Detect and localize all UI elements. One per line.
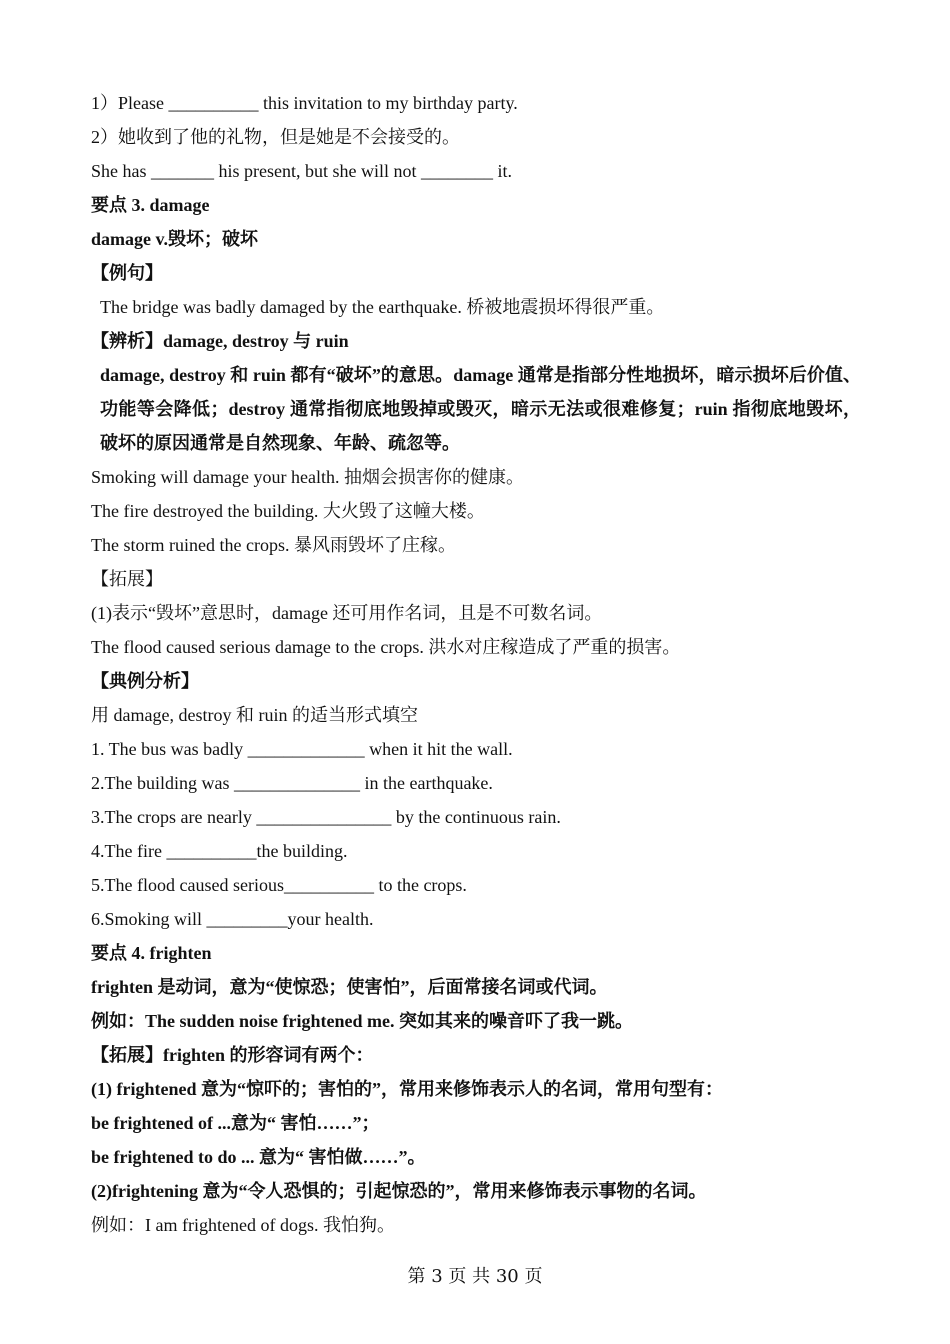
example-fire: The fire destroyed the building. 大火毁了这幢大楼。 bbox=[91, 501, 485, 521]
fill-in-5: 5.The flood caused serious__________ to the crops. bbox=[91, 875, 467, 895]
typical-example-heading: 【典例分析】 bbox=[91, 671, 199, 691]
analysis-paragraph: damage, destroy 和 ruin 都有“破坏”的意思。damage 通常是指部分性地损坏，暗示损坏后价值、功能等会降低；destroy 通常指彻底地毁掉或毁灭，暗示无法或很难修复；ruin 指彻底地毁坏，破坏的原因通常是自然现象、年龄、疏忽等。 bbox=[100, 365, 861, 453]
extension-label: 【拓展】 bbox=[91, 569, 163, 589]
example-dogs: 例如：I am frightened of dogs. 我怕狗。 bbox=[91, 1215, 395, 1235]
example-sentence: The bridge was badly damaged by the earthquake. 桥被地震损坏得很严重。 bbox=[100, 297, 665, 317]
definition-damage: damage v.毁坏；破坏 bbox=[91, 229, 259, 249]
fill-in-1: 1. The bus was badly _____________ when it hit the wall. bbox=[91, 739, 513, 759]
fill-in-4: 4.The fire __________the building. bbox=[91, 841, 348, 861]
exercise-instruction: 用 damage, destroy 和 ruin 的适当形式填空 bbox=[91, 705, 418, 725]
extension-frighten-heading: 【拓展】frighten 的形容词有两个： bbox=[91, 1045, 374, 1065]
definition-frighten: frighten 是动词，意为“使惊恐；使害怕”，后面常接名词或代词。 bbox=[91, 977, 608, 997]
page-footer: 第 3 页 共 30 页 bbox=[407, 1266, 543, 1287]
exercise-line-1: 1）Please __________ this invitation to my birthday party. bbox=[91, 93, 518, 113]
document-body bbox=[91, 86, 861, 1242]
fill-in-3: 3.The crops are nearly _______________ by the continuous rain. bbox=[91, 807, 561, 827]
pattern-frightened-of: be frightened of ...意为“ 害怕……”； bbox=[91, 1113, 380, 1133]
analysis-heading: 【辨析】damage, destroy 与 ruin bbox=[91, 331, 349, 351]
section-heading-damage: 要点 3. damage bbox=[91, 195, 210, 215]
frightening-definition: (2)frightening 意为“令人恐惧的；引起惊恐的”，常用来修饰表示事物的名词。 bbox=[91, 1181, 707, 1201]
fill-in-2: 2.The building was ______________ in the earthquake. bbox=[91, 773, 493, 793]
example-flood: The flood caused serious damage to the crops. 洪水对庄稼造成了严重的损害。 bbox=[91, 637, 681, 657]
frightened-definition: (1) frightened 意为“惊吓的；害怕的”，常用来修饰表示人的名词，常用句型有： bbox=[91, 1079, 723, 1099]
example-storm: The storm ruined the crops. 暴风雨毁坏了庄稼。 bbox=[91, 535, 456, 555]
fill-in-6: 6.Smoking will _________your health. bbox=[91, 909, 374, 929]
example-smoking: Smoking will damage your health. 抽烟会损害你的健康。 bbox=[91, 467, 524, 487]
example-label: 【例句】 bbox=[91, 263, 163, 283]
exercise-line-3: She has _______ his present, but she will not ________ it. bbox=[91, 161, 512, 181]
example-frighten: 例如：The sudden noise frightened me. 突如其来的噪音吓了我一跳。 bbox=[91, 1011, 634, 1031]
section-heading-frighten: 要点 4. frighten bbox=[91, 943, 212, 963]
extension-note: (1)表示“毁坏”意思时，damage 还可用作名词，且是不可数名词。 bbox=[91, 603, 603, 623]
exercise-line-2: 2）她收到了他的礼物，但是她是不会接受的。 bbox=[91, 127, 460, 147]
pattern-frightened-to-do: be frightened to do ... 意为“ 害怕做……”。 bbox=[91, 1147, 426, 1167]
